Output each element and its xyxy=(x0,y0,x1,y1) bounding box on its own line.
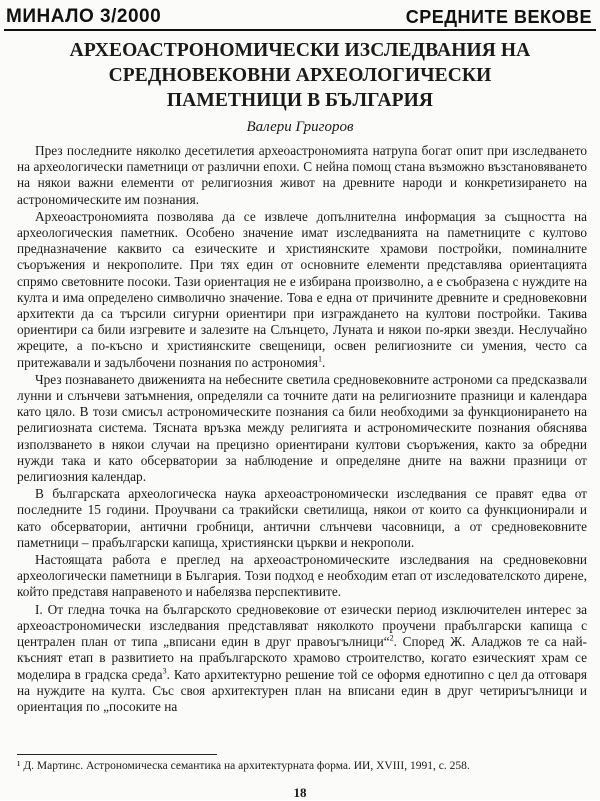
footnote: ¹ Д. Мартинс. Астрономическа семантика на архитектурната форма. ИИ, XVIII, 1991, с. 258. xyxy=(17,760,470,772)
journal-issue: МИНАЛО 3/2000 xyxy=(6,6,162,27)
footnote-mark: 2 xyxy=(389,633,394,643)
title-line: СРЕДНОВЕКОВНИ АРХЕОЛОГИЧЕСКИ xyxy=(108,65,492,86)
running-head xyxy=(6,0,592,28)
section-name: СРЕДНИТЕ ВЕКОВЕ xyxy=(405,7,592,27)
paragraph: Чрез познаването движенията на небесните светила средновековните астрономи са предсказвали лунни и слънчеви затъмнения, определяли са точните дати на религиозните празници и календара като цяло. В този смисъл астрономическите познания са били необходими за функционирането на религиозната система. Тясната връзка между религията и астрономическите познания обяснява използването в някои случаи на прецизно ориентирани култови съоръжения, както за обредни нужди така и като обсерватории за наблюдение и определяне дните на важни празници от религиозния календар. xyxy=(17,371,587,485)
article-author: Валери Григоров xyxy=(246,119,354,135)
paragraph: През последните няколко десетилетия археоастрономията натрупа богат опит при изследването на археологически паметници от различни епохи. С нейна помощ стана възможно възстановяването на някои важни елементи от религиозния живот на древните народи и конкретизирането на астрономическите им познания. xyxy=(17,143,587,207)
page-number: 18 xyxy=(293,785,307,800)
article-body xyxy=(17,143,587,716)
paragraph: Настоящата работа е преглед на археоастрономическите изследвания на средновековни археологически паметници в България. Този подход е необходим етап от изследователското дирене, който представя направеното и набелязва перспективите. xyxy=(17,552,587,600)
footnote-rule xyxy=(17,754,217,755)
footnote-mark: 3 xyxy=(162,666,167,676)
paragraph: I. От гледна точка на българското средновековие от езически период изключителен интерес за археоастрономически изследвания представляват няколкото проучени прабългарски капища с централен план от типа „вписани един в друг правоъгълници“$^2$. Според Ж. Аладжов те са най-късният етап в развитието на прабългарското храмово строителство, когато езическият храм се моделира в градска среда$^3$. Като архитектурно решение той се оформя еднотипно с цел да отговаря на нуждите на култа. Със своя архитектурен план на вписани един в друг четириъгълници и ориентация по „посоките на xyxy=(17,601,587,714)
article-title xyxy=(20,38,580,113)
header-rule xyxy=(4,29,596,31)
footnote-mark: 1 xyxy=(318,354,322,364)
paragraph: В българската археологическа наука археоастрономически изследвания се правят едва от последните 15 години. Проучвани са тракийски светилища, някои от които са функционирали и като обсерватории, антични гробници, антични слънчеви часовници, а от средновековните паметници – прабългарски капища, християнски църкви и некрополи. xyxy=(17,486,587,550)
title-line: ПАМЕТНИЦИ В БЪЛГАРИЯ xyxy=(166,90,434,111)
title-line: АРХЕОАСТРОНОМИЧЕСКИ ИЗСЛЕДВАНИЯ НА xyxy=(69,40,531,61)
paragraph: Археоастрономията позволява да се извлече допълнителна информация за същността на археологическия паметник. Особено значение имат изследванията на паметниците с култово предназначение каквито са езическите и християнските храмови постройки, поминалните съоръжения и некрополите. При тях един от основните елементи представлява ориентацията спрямо световните посоки. Тази ориентация не е избирана произволно, а е съобразена с нуждите на култа и има определено символично значение. Това е една от причините древните и средновековни архитекти да са търсили сигурни ориентири при изграждането на култови постройки. Такива ориентири са били изгревите и залезите на Слънцето, Луната и някои по-ярки звезди. Неслучайно жреците, а по-късно и християнските свещеници, освен религиозните си умения, често са притежавали и задълбочени познания по астрономия$^1$. xyxy=(17,208,587,370)
